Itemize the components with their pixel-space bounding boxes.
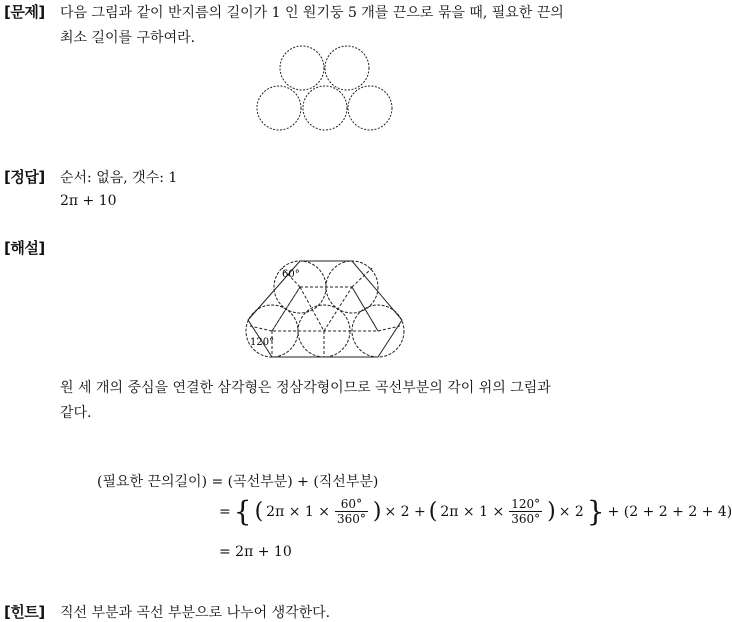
answer-label: [정답] — [4, 168, 45, 186]
eq-times2b: × 2 — [558, 503, 584, 520]
explanation-figure — [0, 250, 681, 370]
problem-label: [문제] — [4, 3, 45, 21]
explanation-text-line1: 원 세 개의 중심을 연결한 삼각형은 정삼각형이므로 곡선부분의 각이 위의 그림과 — [60, 380, 551, 396]
eq-tail: + (2 + 2 + 2 + 4) — [607, 503, 732, 520]
eq-times2: × 2 + — [384, 503, 426, 520]
circle-top-right — [325, 46, 369, 90]
cylinders-figure — [0, 0, 681, 140]
hint-text: 직선 부분과 곡선 부분으로 나누어 생각한다. — [60, 605, 331, 621]
eq-equals: = — [219, 503, 231, 520]
equation-lhs: (필요한 끈의길이) = (곡선부분) + (직선부분) — [97, 474, 379, 490]
explanation-text-line2: 같다. — [60, 405, 92, 421]
circle-bottom-right — [348, 86, 392, 130]
answer-order-count: 순서: 없음, 갯수: 1 — [60, 170, 178, 186]
problem-text-line1: 다음 그림과 같이 반지름의 길이가 1 인 원기둥 5 개를 끈으로 묶을 때, 필요한 끈의 — [60, 5, 564, 21]
answer-value: 2π + 10 — [60, 193, 117, 209]
eq-term1: 2π × 1 × — [266, 503, 330, 520]
angle-label-120: 120° — [250, 337, 275, 348]
eq-term2: 2π × 1 × — [440, 503, 505, 520]
eq-frac1: $\frac{60^\circ}{360^\circ}$ — [336, 497, 366, 526]
circle-bottom-left — [257, 86, 301, 130]
circle-bottom-middle — [303, 86, 347, 130]
circle-top-left — [280, 46, 324, 90]
angle-label-60: 60° — [282, 269, 300, 280]
equation-result: = 2π + 10 — [219, 544, 292, 560]
hint-label: [힌트] — [4, 603, 45, 621]
equation-line2: = { ( 2π × 1 × $\frac{60^\circ}{360^\circ}$ ) × 2 + ( 2π × 1 × $\frac{120^\circ}{360^\circ}$ ) × 2 } + (2 + 2 + 2 + 4) — [219, 494, 732, 528]
explanation-label: [해설] — [4, 239, 45, 257]
eq-frac2: $\frac{120^\circ}{360^\circ}$ — [511, 497, 541, 526]
problem-text-line2: 최소 길이를 구하여라. — [60, 30, 196, 46]
